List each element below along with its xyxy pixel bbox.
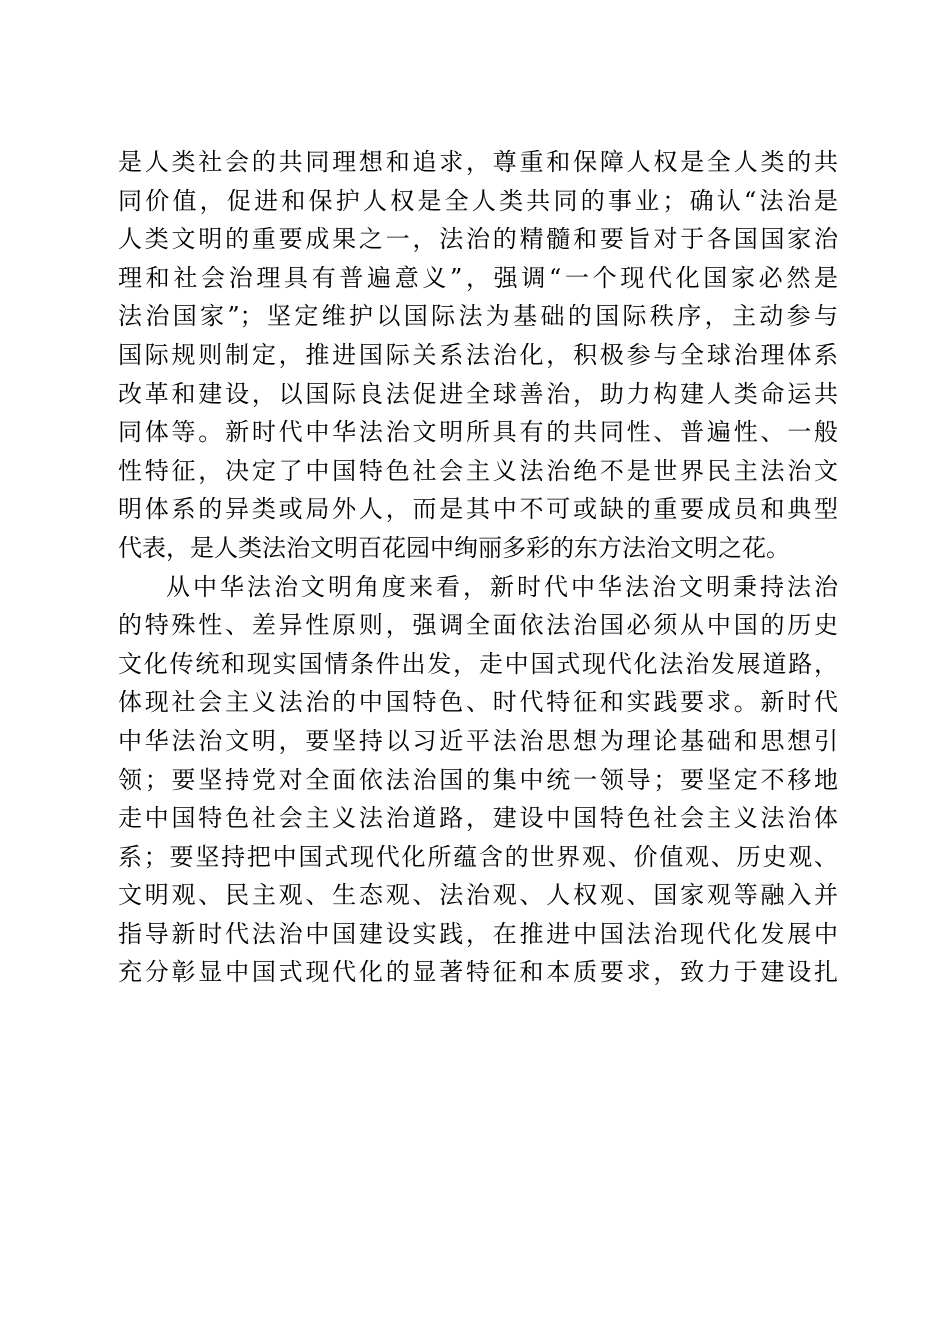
body-text (118, 143, 838, 992)
text-line: 同体等。新时代中华法治文明所具有的共同性、普遍性、一般 (118, 418, 838, 447)
text-line: 中华法治文明，要坚持以习近平法治思想为理论基础和思想引 (118, 726, 838, 755)
text-line: 国际规则制定，推进国际关系法治化，积极参与全球治理体系 (118, 340, 838, 369)
paragraph-start-line: 从中华法治文明角度来看，新时代中华法治文明秉持法治 (166, 572, 838, 601)
text-line: 人类文明的重要成果之一，法治的精髓和要旨对于各国国家治 (118, 225, 838, 254)
text-line: 文化传统和现实国情条件出发，走中国式现代化法治发展道路， (118, 649, 838, 678)
text-line: 性特征，决定了中国特色社会主义法治绝不是世界民主法治文 (118, 456, 838, 485)
text-line: 明体系的异类或局外人，而是其中不可或缺的重要成员和典型 (118, 495, 838, 524)
text-line: 法治国家”；坚定维护以国际法为基础的国际秩序，主动参与 (118, 302, 838, 331)
text-line: 理和社会治理具有普遍意义”，强调“一个现代化国家必然是 (118, 263, 838, 292)
text-line: 是人类社会的共同理想和追求，尊重和保障人权是全人类的共 (118, 148, 838, 176)
paragraph-end-line: 代表，是人类法治文明百花园中绚丽多彩的东方法治文明之花。 (118, 533, 790, 562)
text-line: 充分彰显中国式现代化的显著特征和本质要求，致力于建设扎 (118, 958, 838, 987)
text-line: 体现社会主义法治的中国特色、时代特征和实践要求。新时代 (118, 688, 838, 717)
text-line: 改革和建设，以国际良法促进全球善治，助力构建人类命运共 (118, 379, 838, 408)
text-line: 系；要坚持把中国式现代化所蕴含的世界观、价值观、历史观、 (118, 842, 838, 871)
text-line: 同价值，促进和保护人权是全人类共同的事业；确认“法治是 (118, 186, 838, 215)
text-line: 领；要坚持党对全面依法治国的集中统一领导；要坚定不移地 (118, 765, 838, 794)
text-line: 指导新时代法治中国建设实践，在推进中国法治现代化发展中 (118, 919, 838, 948)
text-line: 的特殊性、差异性原则，强调全面依法治国必须从中国的历史 (118, 611, 838, 640)
text-line: 走中国特色社会主义法治道路，建设中国特色社会主义法治体 (118, 804, 838, 833)
text-line: 文明观、民主观、生态观、法治观、人权观、国家观等融入并 (118, 881, 838, 910)
